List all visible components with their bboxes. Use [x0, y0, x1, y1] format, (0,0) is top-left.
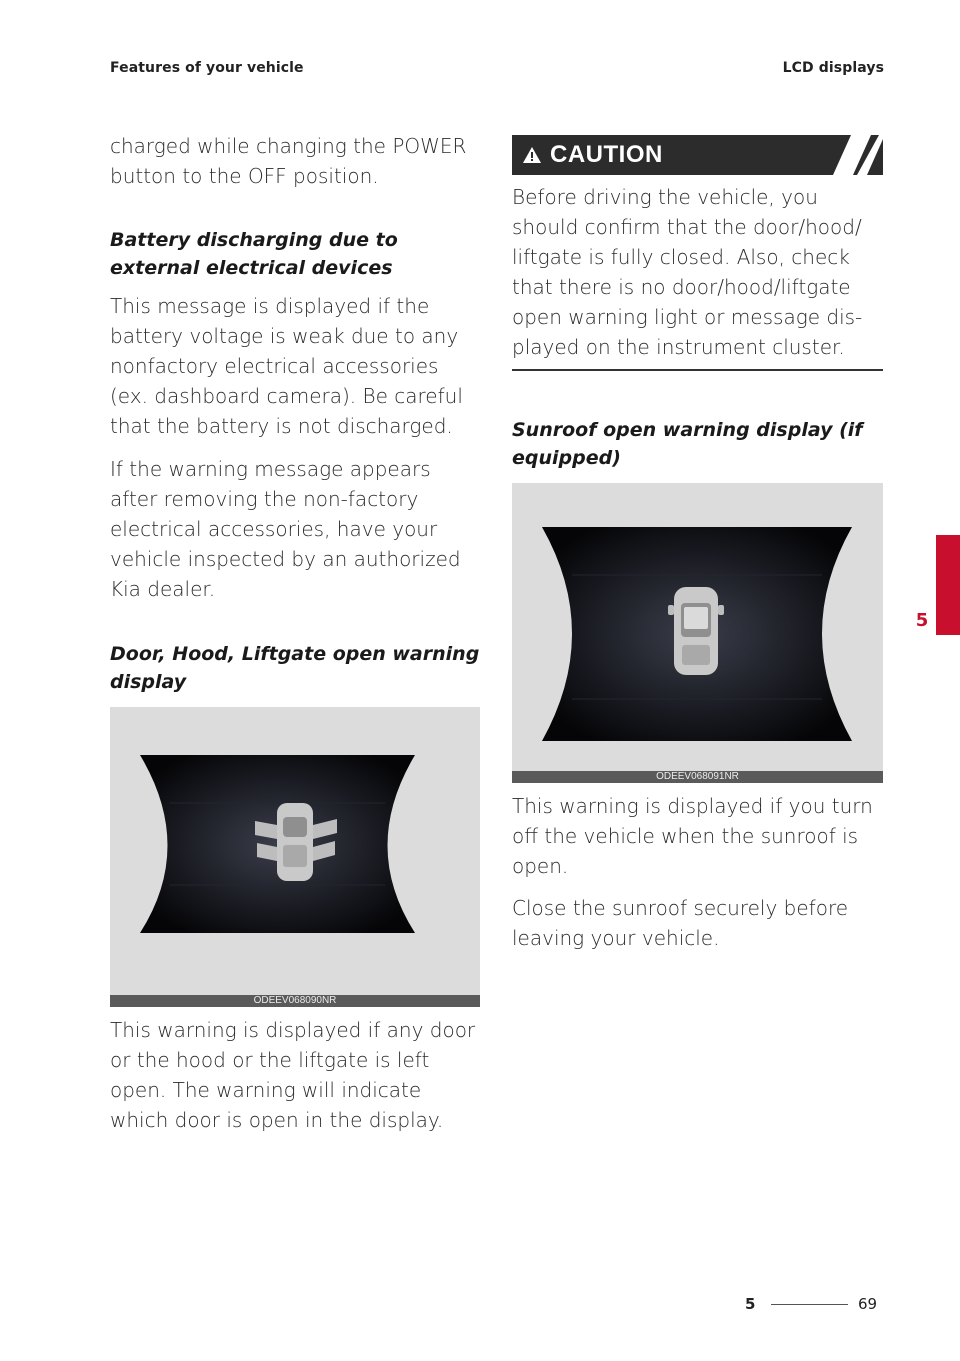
- battery-paragraph-2: If the warning message appears after removing the non-factory electrical accessories, have your vehicle inspected by an authorized Kia dealer.: [110, 457, 461, 601]
- door-figure-code: ODEEV068090NR: [110, 995, 480, 1007]
- sunroof-warning-figure: [512, 483, 883, 783]
- caution-stripes-decoration: [823, 135, 883, 175]
- caution-banner: [512, 135, 883, 175]
- chapter-tab-marker: [936, 535, 960, 635]
- door-warning-figure: [110, 707, 480, 1007]
- running-header-section: Features of your vehicle: [110, 60, 304, 76]
- running-header-topic: LCD displays: [782, 60, 884, 76]
- battery-paragraph-1: This message is displayed if the battery voltage is weak due to any nonfactory electrical accessories (ex. dashboard camera). Be careful that the battery is not discharged.: [110, 294, 463, 438]
- footer-divider: [771, 1304, 848, 1305]
- caution-text: Before driving the vehicle, you should confirm that the door/hood/ liftgate is fully closed. Also, check that there is no door/hood/liftgate open warning light or message dis- played on the instrument cluster.: [512, 185, 863, 359]
- sunroof-paragraph-1: This warning is displayed if you turn off the vehicle when the sunroof is open.: [512, 794, 873, 878]
- sunroof-warning-display-illustration: [512, 483, 883, 771]
- warning-triangle-icon: [522, 145, 542, 165]
- caution-label: CAUTION: [550, 141, 663, 168]
- sunroof-paragraph-2: Close the sunroof securely before leaving your vehicle.: [512, 896, 849, 950]
- sunroof-heading: Sunroof open warning display (if equipped): [512, 419, 863, 469]
- chapter-tab-number: 5: [915, 610, 929, 631]
- battery-heading: Battery discharging due to external electrical devices: [110, 229, 398, 279]
- footer-section-number: 5: [745, 1295, 756, 1313]
- door-warning-display-illustration: [110, 707, 480, 995]
- intro-paragraph: charged while changing the POWER button to the OFF position.: [110, 134, 467, 188]
- car-sunroof-open-icon: [668, 587, 724, 675]
- footer-page-number: 69: [858, 1295, 878, 1313]
- sunroof-figure-code: ODEEV068091NR: [512, 771, 883, 783]
- caution-divider: [512, 369, 883, 371]
- door-heading: Door, Hood, Liftgate open warning display: [110, 643, 480, 693]
- door-paragraph: This warning is displayed if any door or the hood or the liftgate is left open. The warning will indicate which door is open in the display.: [110, 1018, 476, 1132]
